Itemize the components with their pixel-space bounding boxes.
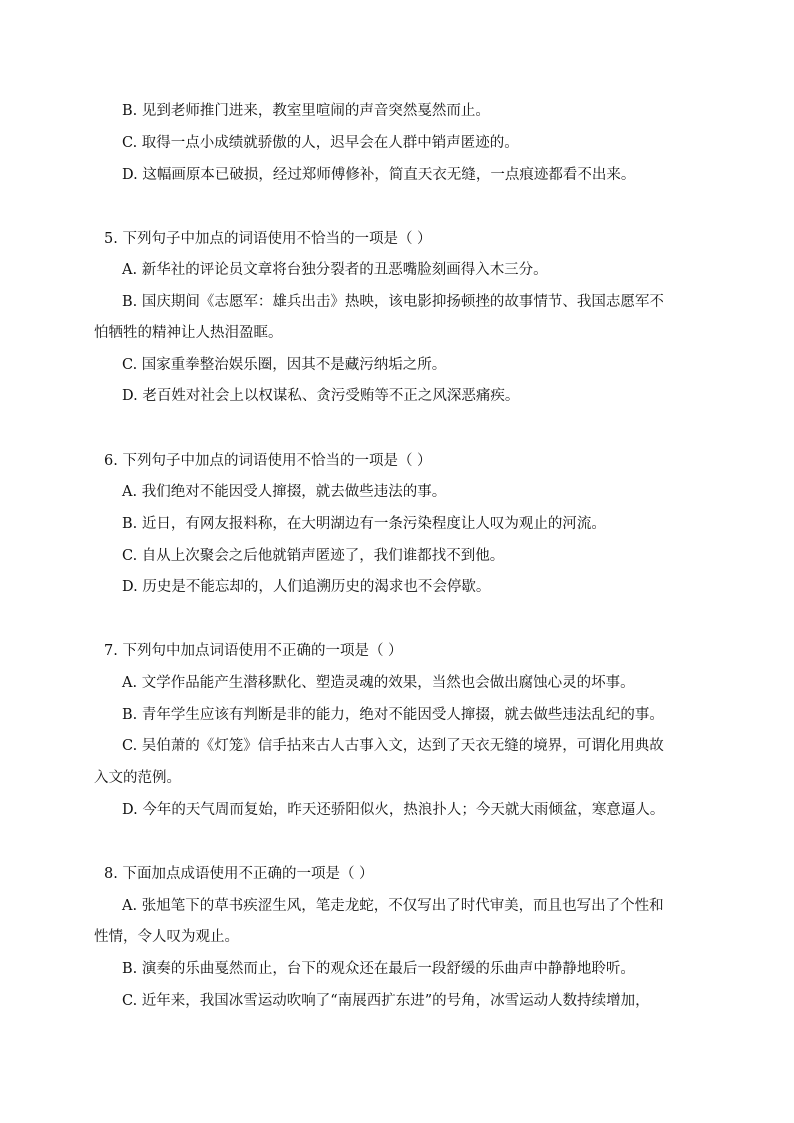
- q6-option-c: C. 自从上次聚会之后他就销声匿迹了，我们谁都找不到他。: [122, 548, 505, 564]
- q8-option-b: B. 演奏的乐曲戛然而止，台下的观众还在最后一段舒缓的乐曲声中静静地聆听。: [122, 961, 635, 977]
- q7-option-b: B. 青年学生应该有判断是非的能力，绝对不能因受人撺掇，就去做些违法乱纪的事。: [122, 707, 664, 723]
- q6-option-b: B. 近日，有网友报料称，在大明湖边有一条污染程度让人叹为观止的河流。: [122, 516, 606, 532]
- q6-option-d: D. 历史是不能忘却的，人们追溯历史的渴求也不会停歇。: [122, 579, 491, 595]
- q8-option-c-line1: C. 近年来，我国冰雪运动吹响了“南展西扩东进”的号角，冰雪运动人数持续增加，: [122, 993, 650, 1009]
- q5-stem: 5. 下列句子中加点的词语使用不恰当的一项是（ ）: [104, 231, 432, 247]
- q7-stem: 7. 下列句中加点词语使用不正确的一项是（ ）: [104, 643, 403, 659]
- q8-option-a-line2: 性情，令人叹为观止。: [94, 929, 239, 945]
- q5-option-b-line2: 怕牺牲的精神让人热泪盈眶。: [94, 325, 283, 341]
- q5-option-c: C. 国家重拳整治娱乐圈，因其不是藏污纳垢之所。: [122, 357, 447, 373]
- q4-option-d: D. 这幅画原本已破损，经过郑师傅修补，简直天衣无缝，一点痕迹都看不出来。: [122, 167, 636, 183]
- q4-option-b: B. 见到老师推门进来，教室里喧闹的声音突然戛然而止。: [122, 103, 490, 119]
- q8-option-a-line1: A. 张旭笔下的草书疾涩生风，笔走龙蛇，不仅写出了时代审美，而且也写出了个性和: [122, 898, 664, 914]
- q5-option-b-line1: B. 国庆期间《志愿军：雄兵出击》热映，该电影抑扬顿挫的故事情节、我国志愿军不: [122, 294, 664, 310]
- q4-option-c: C. 取得一点小成绩就骄傲的人，迟早会在人群中销声匿迹的。: [122, 135, 519, 151]
- q7-option-a: A. 文学作品能产生潜移默化、塑造灵魂的效果，当然也会做出腐蚀心灵的坏事。: [122, 675, 635, 691]
- q8-stem: 8. 下面加点成语使用不正确的一项是（ ）: [104, 866, 374, 882]
- q5-option-a: A. 新华社的评论员文章将台独分裂者的丑恶嘴脸刻画得入木三分。: [122, 262, 548, 278]
- q7-option-c-line2: 入文的范例。: [94, 770, 181, 786]
- q7-option-d: D. 今年的天气周而复始，昨天还骄阳似火，热浪扑人；今天就大雨倾盆，寒意逼人。: [122, 802, 665, 818]
- q6-stem: 6. 下列句子中加点的词语使用不恰当的一项是（ ）: [104, 453, 432, 469]
- q7-option-c-line1: C. 吴伯萧的《灯笼》信手拈来古人古事入文，达到了天衣无缝的境界，可谓化用典故: [122, 738, 664, 754]
- q5-option-d: D. 老百姓对社会上以权谋私、贪污受贿等不正之风深恶痛疾。: [122, 388, 520, 404]
- q6-option-a: A. 我们绝对不能因受人撺掇，就去做些违法的事。: [122, 484, 447, 500]
